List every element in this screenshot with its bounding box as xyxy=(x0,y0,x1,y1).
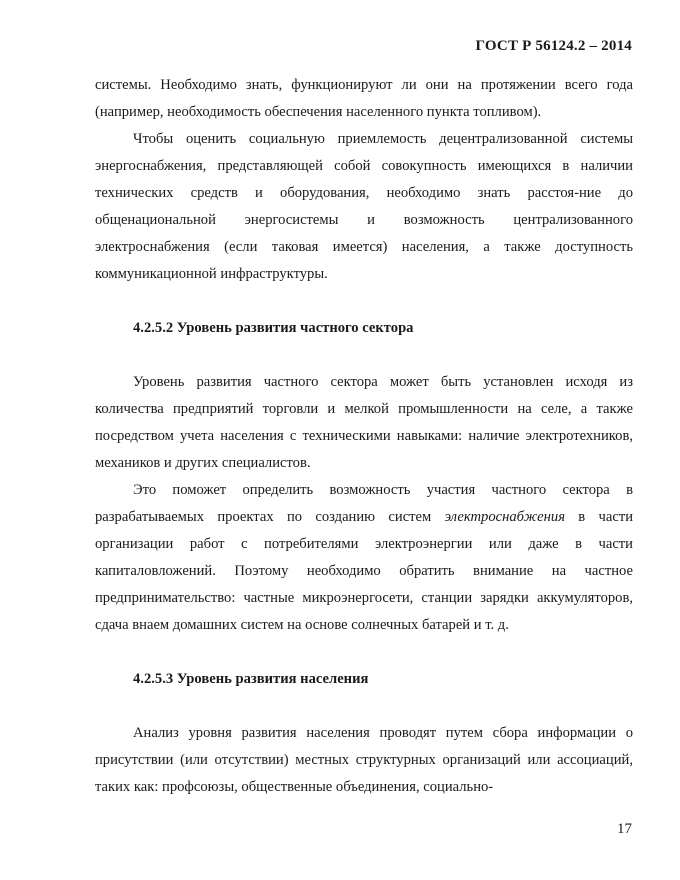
page-body xyxy=(95,72,633,801)
document-header: ГОСТ Р 56124.2 – 2014 xyxy=(475,38,632,54)
paragraph-social-acceptability: Чтобы оценить социальную приемлемость децентрализованной системы энергоснабжения, представляющей собой совокупность имеющихся в наличии технических средств и оборудования, необходимо знать расстоя-ние до общенациональной энергосистемы и возможность централизованного электроснабжения (если таковая имеется) населения, а также доступность коммуникационной инфраструктуры. xyxy=(95,131,633,282)
text-run: Это поможет определить возможность участия частного сектора в разрабатываемых проектах по созданию систем xyxy=(95,482,633,525)
section-heading-private-sector: 4.2.5.2 Уровень развития частного сектора xyxy=(133,320,414,336)
paragraph-population-analysis: Анализ уровня развития населения проводят путем сбора информации о присутствии (или отсутствии) местных структурных организаций или ассоциаций, таких как: профсоюзы, общественные объединения, социально- xyxy=(95,725,633,795)
paragraph-private-sector-level: Уровень развития частного сектора может быть установлен исходя из количества предприятий торговли и мелкой промышленности на селе, а также посредством учета населения с техническими навыками: наличие электротехников, механиков и других специалистов. xyxy=(95,374,633,471)
text-run: в части организации работ с потребителями электроэнергии или даже в части капиталовложений. Поэтому необходимо обратить внимание на частное предпринимательство: частные микроэнергосети, станции зарядки аккумуляторов, сдача внаем домашних систем на основе солнечных батарей и т. д. xyxy=(95,509,634,633)
paragraph-private-sector-participation xyxy=(95,477,633,639)
paragraph-continued: системы. Необходимо знать, функционируют ли они на протяжении всего года (например, необходимость обеспечения населенного пункта топливом). xyxy=(95,77,633,120)
italic-term: электроснабжения xyxy=(444,509,565,525)
section-heading-population: 4.2.5.3 Уровень развития населения xyxy=(133,671,369,687)
page-number: 17 xyxy=(617,821,632,837)
